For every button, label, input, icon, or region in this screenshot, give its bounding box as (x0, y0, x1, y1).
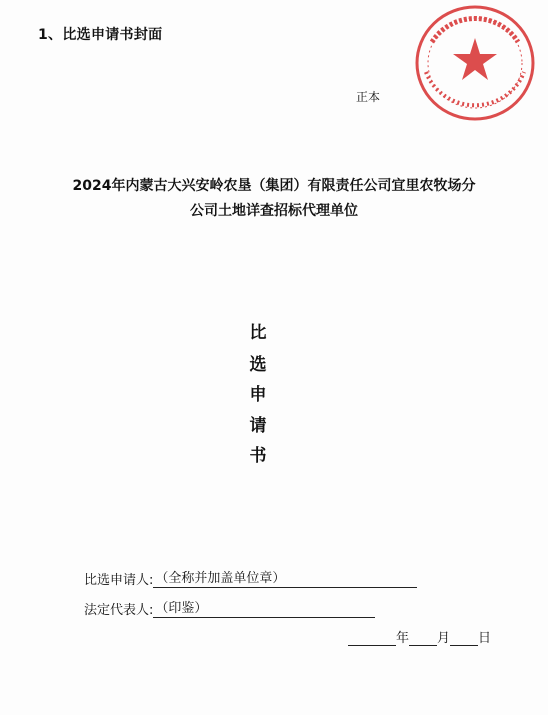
day-label: 日 (478, 631, 492, 646)
document-type-char-3: 申 (249, 385, 267, 405)
document-type-char-4: 请 (249, 416, 267, 436)
month-blank (409, 631, 437, 646)
legal-rep-label: 法定代表人: (84, 603, 154, 618)
year-label: 年 (396, 631, 410, 646)
red-star-seal-icon (410, 2, 540, 124)
document-type-char-2: 选 (249, 355, 267, 375)
applicant-label: 比选申请人: (84, 573, 154, 588)
original-copy-mark: 正本 (356, 90, 381, 104)
date-line (348, 627, 491, 646)
section-heading: 1、比选申请书封面 (38, 27, 163, 43)
document-type-char-1: 比 (249, 323, 267, 343)
legal-rep-field (84, 597, 375, 618)
year-blank (348, 631, 396, 646)
document-type-char-5: 书 (249, 446, 267, 466)
project-title-line-2: 公司土地详查招标代理单位 (190, 203, 358, 219)
month-label: 月 (437, 631, 451, 646)
legal-rep-value: （印鉴） (153, 597, 375, 618)
project-title-line-1: 2024年内蒙古大兴安岭农垦（集团）有限责任公司宜里农牧场分 (72, 178, 476, 194)
day-blank (450, 631, 478, 646)
applicant-field (84, 567, 417, 588)
applicant-value: （全称并加盖单位章） (153, 567, 417, 588)
